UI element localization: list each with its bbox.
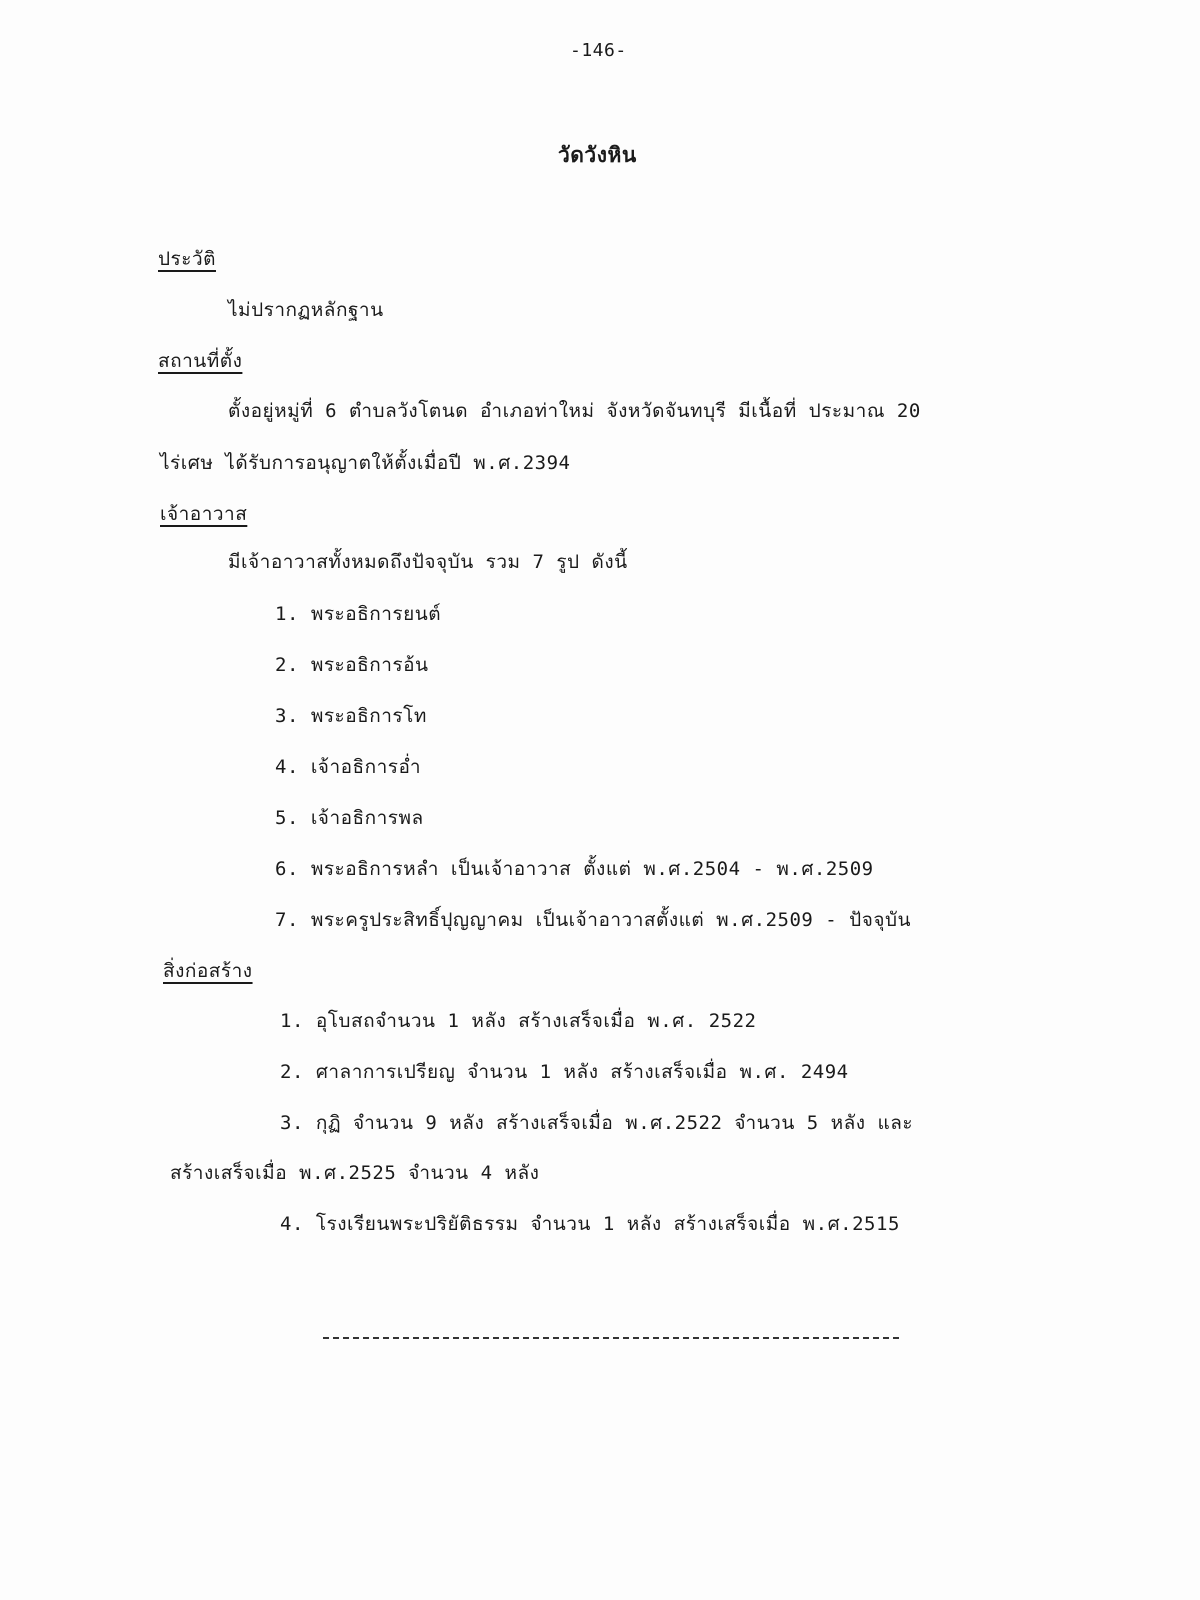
abbot-item-4: 4. เจ้าอธิการอ่ำ <box>275 756 422 778</box>
abbot-item-5: 5. เจ้าอธิการพล <box>275 807 424 829</box>
abbots-intro: มีเจ้าอาวาสทั้งหมดถึงปัจจุบัน รวม 7 รูป ดังนี้ <box>228 551 628 573</box>
abbot-item-2: 2. พระอธิการอ้น <box>275 654 429 676</box>
abbots-heading: เจ้าอาวาส <box>160 503 248 525</box>
location-heading: สถานที่ตั้ง <box>158 350 243 372</box>
abbot-item-6: 6. พระอธิการหลำ เป็นเจ้าอาวาส ตั้งแต่ พ.ศ.2504 - พ.ศ.2509 <box>275 858 874 880</box>
buildings-heading: สิ่งก่อสร้าง <box>163 960 253 982</box>
page-number: -146- <box>570 40 627 61</box>
building-item-4: 4. โรงเรียนพระปริยัติธรรม จำนวน 1 หลัง สร้างเสร็จเมื่อ พ.ศ.2515 <box>280 1213 900 1235</box>
building-item-1: 1. อุโบสถจำนวน 1 หลัง สร้างเสร็จเมื่อ พ.ศ. 2522 <box>280 1010 757 1032</box>
abbot-item-1: 1. พระอธิการยนต์ <box>275 603 442 625</box>
building-item-3-line-2: สร้างเสร็จเมื่อ พ.ศ.2525 จำนวน 4 หลัง <box>170 1162 540 1184</box>
building-item-2: 2. ศาลาการเปรียญ จำนวน 1 หลัง สร้างเสร็จเมื่อ พ.ศ. 2494 <box>280 1061 849 1083</box>
abbot-item-7: 7. พระครูประสิทธิ์ปุญญาคม เป็นเจ้าอาวาสตั้งแต่ พ.ศ.2509 - ปัจจุบัน <box>275 909 912 931</box>
building-item-3-line-1: 3. กุฏิ จำนวน 9 หลัง สร้างเสร็จเมื่อ พ.ศ.2522 จำนวน 5 หลัง และ <box>280 1112 914 1134</box>
history-heading: ประวัติ <box>158 248 216 270</box>
location-text-line-2: ไร่เศษ ได้รับการอนุญาตให้ตั้งเมื่อปี พ.ศ.2394 <box>160 452 571 474</box>
location-text-line-1: ตั้งอยู่หมู่ที่ 6 ตำบลวังโตนด อำเภอท่าใหม่ จังหวัดจันทบุรี มีเนื้อที่ ประมาณ 20 <box>228 400 921 422</box>
history-text: ไม่ปรากฏหลักฐาน <box>228 299 384 321</box>
abbot-item-3: 3. พระอธิการโท <box>275 705 427 727</box>
page-title: วัดวังหิน <box>558 143 637 167</box>
end-divider <box>323 1337 899 1339</box>
